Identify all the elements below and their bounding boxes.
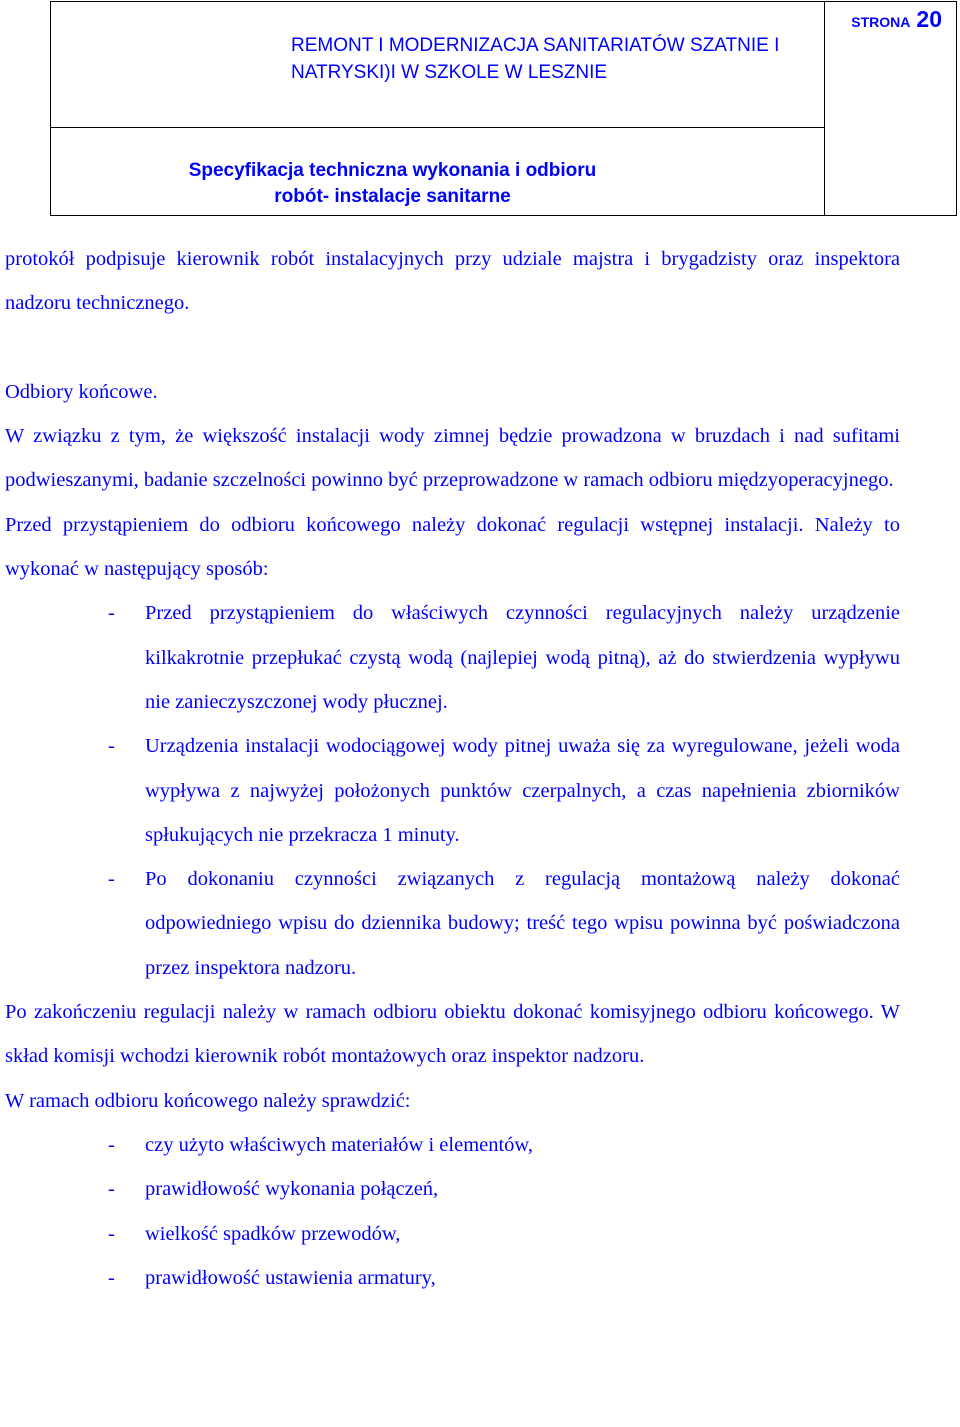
spec-title [51,128,825,216]
list-item-text: czy użyto właściwych materiałów i elementów, [145,1133,534,1156]
document-header [50,1,957,216]
list-item [5,1256,900,1300]
spec-title-line-2: robót- instalacje sanitarne [274,186,511,207]
list-item [5,1167,900,1211]
paragraph-cold-water: W związku z tym, że większość instalacji wody zimnej będzie prowadzona w bruzdach i nad sufitami podwieszanymi, badanie szczelności powinno być przeprowadzone w ramach odbioru międzyoperacyjnego. [5,425,900,492]
section-heading: Odbiory końcowe. [5,380,158,403]
list-dash: - [108,868,115,891]
list-dash: - [108,1266,115,1289]
list-dash: - [108,602,115,625]
list-dash: - [108,1222,115,1245]
page-number: 20 [916,6,942,32]
project-title-line-2: NATRYSKI)I W SZKOLE W LESZNIE [291,62,608,83]
list-item [5,724,900,857]
list-item [5,857,900,990]
checklist [5,1123,900,1300]
page-label: STRONA [851,14,911,30]
paragraph-checklist-intro: W ramach odbioru końcowego należy sprawdzić: [5,1089,411,1112]
list-item-text: wielkość spadków przewodów, [145,1222,401,1245]
document-body [5,237,900,1300]
list-item-text: prawidłowość ustawienia armatury, [145,1266,436,1289]
list-item-text: Przed przystąpieniem do właściwych czynności regulacyjnych należy urządzenie kilkakrotnie przepłukać czystą wodą (najlepiej wodą pitną), aż do stwierdzenia wypływu nie zanieczyszczonej wody płucznej. [145,602,900,713]
paragraph-regulation: Przed przystąpieniem do odbioru końcowego należy dokonać regulacji wstępnej instalacji. Należy to wykonać w następujący sposób: [5,513,900,581]
spacer [5,326,900,370]
page-number-box [825,2,957,216]
paragraph-protocol: protokół podpisuje kierownik robót instalacyjnych przy udziale majstra i brygadzisty oraz inspektora nadzoru technicznego. [5,248,900,315]
project-title [51,2,825,128]
paragraph-final-acceptance: Po zakończeniu regulacji należy w ramach odbioru obiektu dokonać komisyjnego odbioru końcowego. W skład komisji wchodzi kierownik robót montażowych oraz inspektor nadzoru. [5,1001,900,1068]
list-item [5,1123,900,1167]
list-dash: - [108,735,115,758]
project-title-line-1: REMONT I MODERNIZACJA SANITARIATÓW SZATNIE I [291,35,780,56]
spec-title-line-1: Specyfikacja techniczna wykonania i odbioru [188,160,597,181]
list-dash: - [108,1178,115,1201]
list-dash: - [108,1133,115,1156]
list-item [5,1212,900,1256]
list-item [5,591,900,724]
list-item-text: Po dokonaniu czynności związanych z regulacją montażową należy dokonać odpowiedniego wpisu do dziennika budowy; treść tego wpisu powinna być poświadczona przez inspektora nadzoru. [145,868,900,979]
list-item-text: prawidłowość wykonania połączeń, [145,1178,439,1201]
regulation-steps-list [5,591,900,990]
list-item-text: Urządzenia instalacji wodociągowej wody pitnej uważa się za wyregulowane, jeżeli woda wypływa z najwyżej położonych punktów czerpalnych, a czas napełnienia zbiorników spłukujących nie przekracza 1 minuty. [145,735,900,846]
